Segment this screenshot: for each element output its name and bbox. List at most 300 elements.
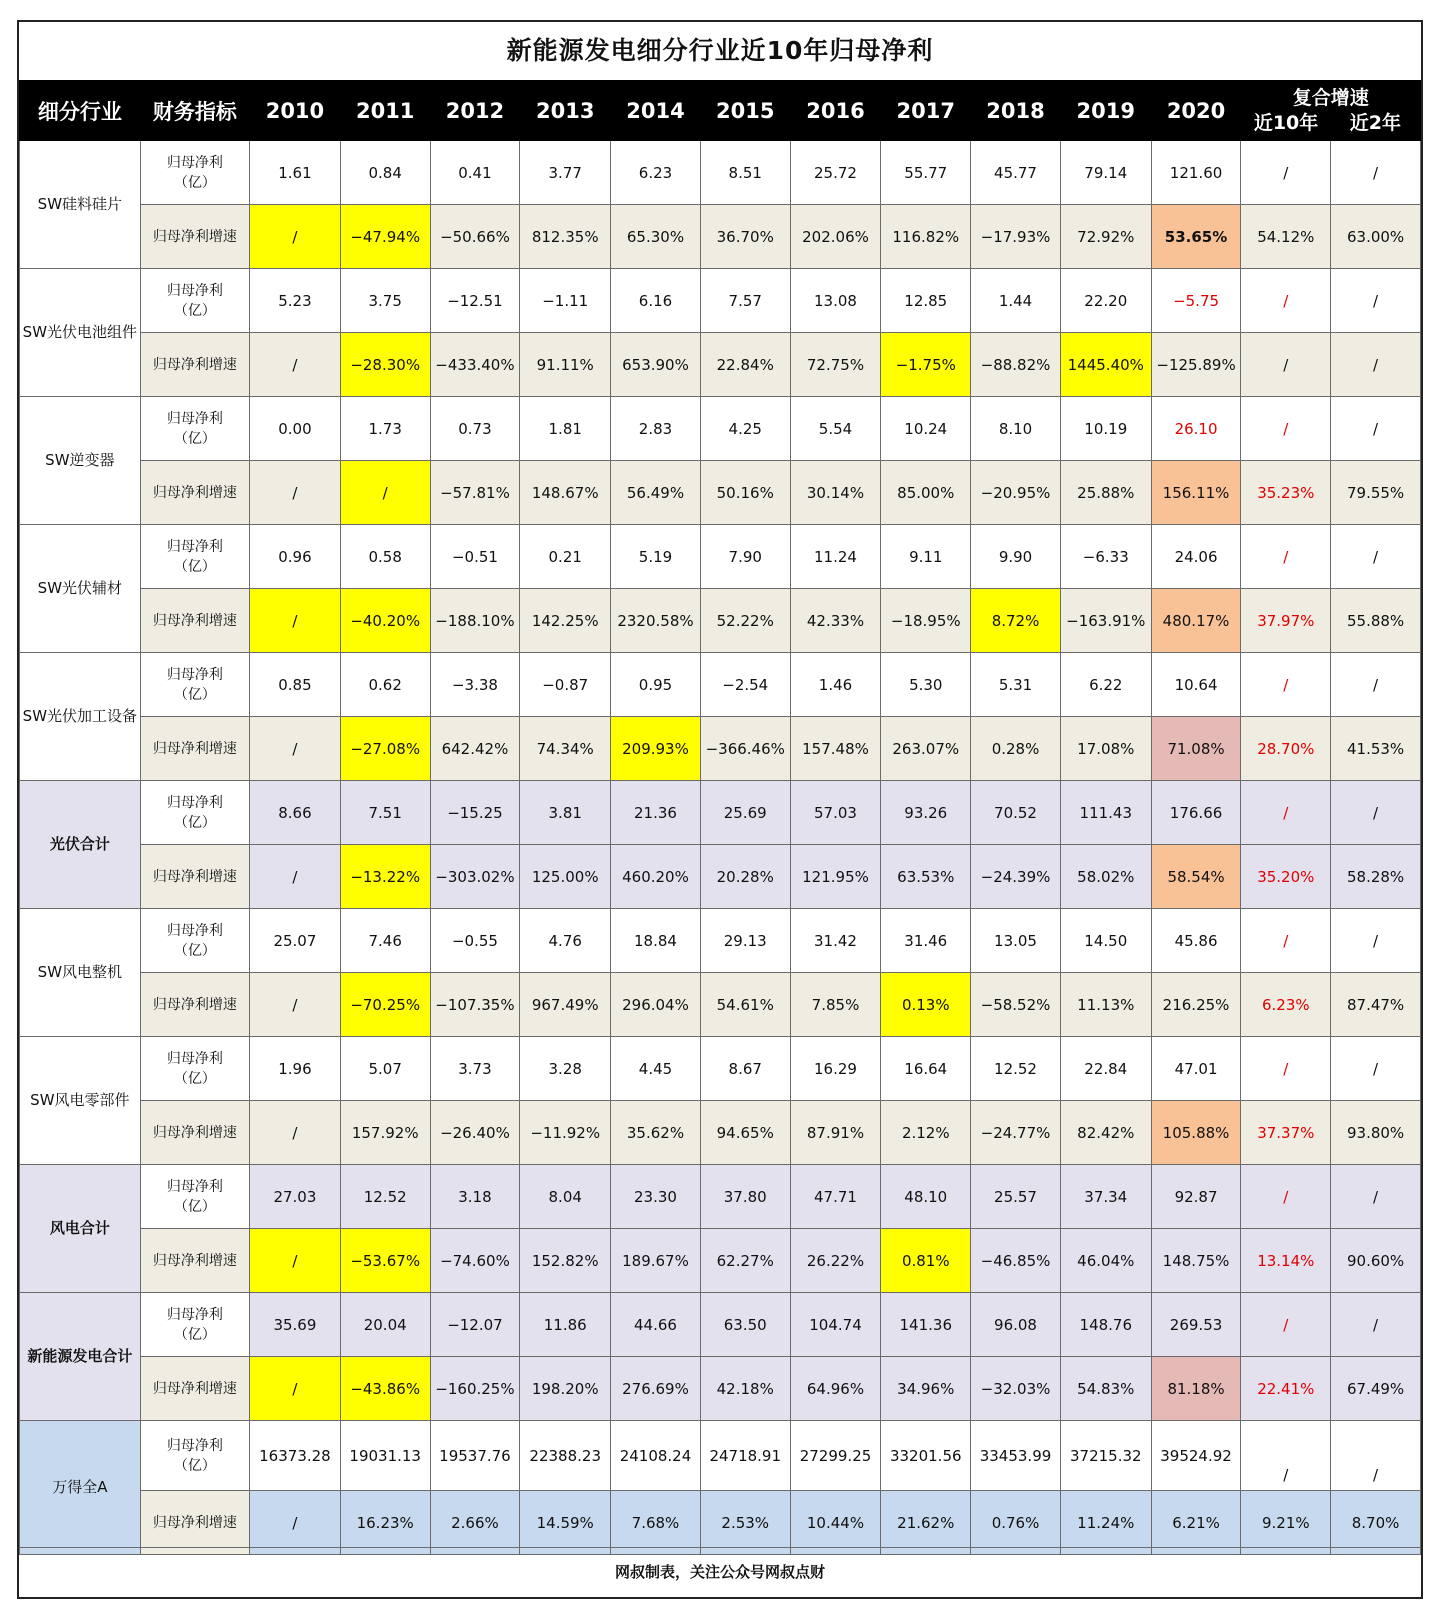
value-cell: 25.72 [790, 141, 881, 205]
value-cell: −24.39% [971, 845, 1061, 909]
header-cagr-title: 复合增速 [1292, 86, 1369, 109]
value-cell: 22.84% [700, 333, 790, 397]
value-cell: 5.30 [881, 653, 971, 717]
value-cell: 17.08% [1060, 717, 1151, 781]
value-cell: 8.67 [700, 1037, 790, 1101]
header-year: 2010 [250, 81, 341, 141]
cagr-10y-cell: 54.12% [1241, 205, 1331, 269]
value-cell: 21.62% [881, 1491, 971, 1555]
value-cell: −163.91% [1060, 589, 1151, 653]
value-cell: 8.10 [971, 397, 1061, 461]
value-cell: 20.04 [340, 1293, 430, 1357]
cagr-2y-cell: / [1331, 141, 1421, 205]
value-cell: 7.57 [700, 269, 790, 333]
value-cell: 54.83% [1060, 1357, 1151, 1421]
value-cell: 22.20 [1060, 269, 1151, 333]
value-cell: 16.29 [790, 1037, 881, 1101]
value-cell: −47.94% [340, 205, 430, 269]
table-row [20, 461, 1421, 525]
header-year: 2014 [611, 81, 701, 141]
header-year: 2020 [1151, 81, 1241, 141]
table-row [20, 1037, 1421, 1101]
value-cell: 72.75% [790, 333, 881, 397]
value-cell: 812.35% [520, 205, 611, 269]
value-cell: 19031.13 [340, 1421, 430, 1491]
value-cell: −32.03% [971, 1357, 1061, 1421]
value-cell: −12.51 [430, 269, 520, 333]
table-body [20, 141, 1421, 1555]
metric-label-growth: 归母净利增速 [140, 589, 249, 653]
value-cell: 26.10 [1151, 397, 1241, 461]
value-cell: 35.69 [250, 1293, 341, 1357]
value-cell: −70.25% [340, 973, 430, 1037]
value-cell: −107.35% [430, 973, 520, 1037]
table-row [20, 1491, 1421, 1555]
value-cell: 8.72% [971, 589, 1061, 653]
value-cell: 121.95% [790, 845, 881, 909]
table-row [20, 1165, 1421, 1229]
value-cell: / [250, 1491, 341, 1555]
header-year: 2018 [971, 81, 1061, 141]
cagr-2y-cell: 63.00% [1331, 205, 1421, 269]
value-cell: 50.16% [700, 461, 790, 525]
value-cell: −0.51 [430, 525, 520, 589]
value-cell: 62.27% [700, 1229, 790, 1293]
value-cell: 0.85 [250, 653, 341, 717]
metric-label-profit [140, 909, 249, 973]
value-cell: 269.53 [1151, 1293, 1241, 1357]
metric-label-profit [140, 781, 249, 845]
cagr-10y-cell: / [1241, 1293, 1331, 1357]
value-cell: 26.22% [790, 1229, 881, 1293]
metric-label-line: 归母净利 [166, 410, 223, 427]
value-cell: 94.65% [700, 1101, 790, 1165]
value-cell: −1.11 [520, 269, 611, 333]
value-cell: −53.67% [340, 1229, 430, 1293]
value-cell: −433.40% [430, 333, 520, 397]
header-metric: 财务指标 [140, 81, 249, 141]
value-cell: −3.38 [430, 653, 520, 717]
value-cell: 0.73 [430, 397, 520, 461]
value-cell: −43.86% [340, 1357, 430, 1421]
cagr-10y-cell: 37.37% [1241, 1101, 1331, 1165]
value-cell: 27.03 [250, 1165, 341, 1229]
value-cell: 7.85% [790, 973, 881, 1037]
cagr-10y-cell: 35.20% [1241, 845, 1331, 909]
value-cell: 967.49% [520, 973, 611, 1037]
cagr-2y-cell: 90.60% [1331, 1229, 1421, 1293]
value-cell: 7.51 [340, 781, 430, 845]
cagr-10y-cell: / [1241, 269, 1331, 333]
value-cell: 57.03 [790, 781, 881, 845]
cagr-2y-cell: / [1331, 333, 1421, 397]
metric-label-line: 归母净利 [166, 1437, 223, 1454]
value-cell: 0.62 [340, 653, 430, 717]
value-cell: 157.48% [790, 717, 881, 781]
value-cell: 52.22% [700, 589, 790, 653]
value-cell: / [250, 717, 341, 781]
value-cell: 0.95 [611, 653, 701, 717]
value-cell: 82.42% [1060, 1101, 1151, 1165]
header-year: 2013 [520, 81, 611, 141]
value-cell: 63.50 [700, 1293, 790, 1357]
metric-label-profit [140, 141, 249, 205]
metric-label-line: 归母净利 [166, 922, 223, 939]
value-cell: 92.87 [1151, 1165, 1241, 1229]
metric-label-growth: 归母净利增速 [140, 1101, 249, 1165]
value-cell: 37215.32 [1060, 1421, 1151, 1491]
profit-table [19, 80, 1421, 1555]
table-row [20, 333, 1421, 397]
value-cell: 33453.99 [971, 1421, 1061, 1491]
cagr-10y-cell: / [1241, 1165, 1331, 1229]
value-cell: 53.65% [1151, 205, 1241, 269]
value-cell: 34.96% [881, 1357, 971, 1421]
table-row [20, 781, 1421, 845]
value-cell: 11.24 [790, 525, 881, 589]
industry-cell: SW光伏辅材 [20, 525, 141, 653]
value-cell: −58.52% [971, 973, 1061, 1037]
value-cell: 4.76 [520, 909, 611, 973]
value-cell: −125.89% [1151, 333, 1241, 397]
metric-label-line: （亿） [173, 174, 216, 191]
cagr-2y-cell: / [1331, 1165, 1421, 1229]
value-cell: 480.17% [1151, 589, 1241, 653]
value-cell: 11.86 [520, 1293, 611, 1357]
value-cell: 148.76 [1060, 1293, 1151, 1357]
metric-label-line: 归母净利 [166, 538, 223, 555]
cagr-10y-cell: / [1241, 525, 1331, 589]
cagr-2y-cell: / [1331, 525, 1421, 589]
value-cell: 8.04 [520, 1165, 611, 1229]
metric-label-profit [140, 653, 249, 717]
value-cell: 152.82% [520, 1229, 611, 1293]
value-cell: 148.75% [1151, 1229, 1241, 1293]
metric-label-growth: 归母净利增速 [140, 461, 249, 525]
metric-label-line: 归母净利 [166, 1306, 223, 1323]
cagr-2y-cell: / [1331, 1421, 1421, 1491]
value-cell: 24108.24 [611, 1421, 701, 1491]
value-cell: 2.66% [430, 1491, 520, 1555]
value-cell: −57.81% [430, 461, 520, 525]
header-year: 2019 [1060, 81, 1151, 141]
industry-cell: SW风电整机 [20, 909, 141, 1037]
value-cell: 4.25 [700, 397, 790, 461]
value-cell: 116.82% [881, 205, 971, 269]
table-row [20, 653, 1421, 717]
header-year: 2015 [700, 81, 790, 141]
table-row [20, 973, 1421, 1037]
value-cell: 81.18% [1151, 1357, 1241, 1421]
value-cell: 65.30% [611, 205, 701, 269]
header-cagr [1241, 81, 1421, 141]
value-cell: 14.59% [520, 1491, 611, 1555]
value-cell: 11.24% [1060, 1491, 1151, 1555]
value-cell: 2.12% [881, 1101, 971, 1165]
value-cell: 653.90% [611, 333, 701, 397]
cagr-10y-cell: / [1241, 1421, 1331, 1491]
value-cell: 0.81% [881, 1229, 971, 1293]
value-cell: 8.51 [700, 141, 790, 205]
value-cell: −40.20% [340, 589, 430, 653]
value-cell: 24718.91 [700, 1421, 790, 1491]
value-cell: −18.95% [881, 589, 971, 653]
value-cell: −0.87 [520, 653, 611, 717]
metric-label-line: 归母净利 [166, 1178, 223, 1195]
value-cell: −50.66% [430, 205, 520, 269]
value-cell: 16.64 [881, 1037, 971, 1101]
value-cell: 10.24 [881, 397, 971, 461]
value-cell: 9.90 [971, 525, 1061, 589]
value-cell: 2.83 [611, 397, 701, 461]
value-cell: −26.40% [430, 1101, 520, 1165]
table-row [20, 1101, 1421, 1165]
value-cell: 1.46 [790, 653, 881, 717]
value-cell: / [250, 1101, 341, 1165]
metric-label-growth: 归母净利增速 [140, 973, 249, 1037]
table-row [20, 1293, 1421, 1357]
industry-cell: 新能源发电合计 [20, 1293, 141, 1421]
value-cell: 47.71 [790, 1165, 881, 1229]
value-cell: 642.42% [430, 717, 520, 781]
metric-label-line: （亿） [173, 1198, 216, 1215]
value-cell: 55.77 [881, 141, 971, 205]
value-cell: 93.26 [881, 781, 971, 845]
metric-label-growth: 归母净利增速 [140, 717, 249, 781]
value-cell: 87.91% [790, 1101, 881, 1165]
cagr-10y-cell: / [1241, 1037, 1331, 1101]
value-cell: 6.21% [1151, 1491, 1241, 1555]
value-cell: / [250, 205, 341, 269]
cagr-10y-cell: / [1241, 909, 1331, 973]
value-cell: −12.07 [430, 1293, 520, 1357]
value-cell: / [250, 589, 341, 653]
value-cell: 10.64 [1151, 653, 1241, 717]
cagr-10y-cell: 28.70% [1241, 717, 1331, 781]
value-cell: −5.75 [1151, 269, 1241, 333]
header-year: 2016 [790, 81, 881, 141]
value-cell: 0.84 [340, 141, 430, 205]
metric-label-line: （亿） [173, 1070, 216, 1087]
cagr-2y-cell: / [1331, 269, 1421, 333]
value-cell: 296.04% [611, 973, 701, 1037]
cagr-10y-cell: / [1241, 141, 1331, 205]
table-row [20, 845, 1421, 909]
value-cell: 33201.56 [881, 1421, 971, 1491]
metric-label-growth: 归母净利增速 [140, 1229, 249, 1293]
cagr-2y-cell: / [1331, 781, 1421, 845]
value-cell: 141.36 [881, 1293, 971, 1357]
value-cell: 36.70% [700, 205, 790, 269]
value-cell: 22.84 [1060, 1037, 1151, 1101]
value-cell: 9.11 [881, 525, 971, 589]
value-cell: −2.54 [700, 653, 790, 717]
value-cell: 25.57 [971, 1165, 1061, 1229]
value-cell: 209.93% [611, 717, 701, 781]
cagr-2y-cell: / [1331, 653, 1421, 717]
value-cell: −74.60% [430, 1229, 520, 1293]
value-cell: −188.10% [430, 589, 520, 653]
header-cagr-2y: 近2年 [1349, 111, 1401, 134]
metric-label-line: 归母净利 [166, 666, 223, 683]
value-cell: 148.67% [520, 461, 611, 525]
cagr-2y-cell: 41.53% [1331, 717, 1421, 781]
cagr-2y-cell: 93.80% [1331, 1101, 1421, 1165]
value-cell: 56.49% [611, 461, 701, 525]
value-cell: 3.77 [520, 141, 611, 205]
table-row [20, 525, 1421, 589]
value-cell: 0.21 [520, 525, 611, 589]
value-cell: 3.73 [430, 1037, 520, 1101]
value-cell: 47.01 [1151, 1037, 1241, 1101]
header-year: 2012 [430, 81, 520, 141]
header-year: 2011 [340, 81, 430, 141]
value-cell: 25.88% [1060, 461, 1151, 525]
value-cell: −15.25 [430, 781, 520, 845]
value-cell: 460.20% [611, 845, 701, 909]
value-cell: 31.42 [790, 909, 881, 973]
table-row [20, 1357, 1421, 1421]
header-cagr-10y: 近10年 [1253, 111, 1319, 134]
industry-cell: SW风电零部件 [20, 1037, 141, 1165]
value-cell: 10.19 [1060, 397, 1151, 461]
value-cell: 45.77 [971, 141, 1061, 205]
value-cell: −11.92% [520, 1101, 611, 1165]
value-cell: 14.50 [1060, 909, 1151, 973]
metric-label-line: （亿） [173, 302, 216, 319]
value-cell: 5.19 [611, 525, 701, 589]
value-cell: 5.07 [340, 1037, 430, 1101]
cagr-10y-cell: / [1241, 781, 1331, 845]
value-cell: 42.33% [790, 589, 881, 653]
industry-cell: SW硅料硅片 [20, 141, 141, 269]
value-cell: −46.85% [971, 1229, 1061, 1293]
value-cell: 3.75 [340, 269, 430, 333]
metric-label-profit [140, 1421, 249, 1491]
metric-label-profit [140, 269, 249, 333]
value-cell: −24.77% [971, 1101, 1061, 1165]
metric-label-line: （亿） [173, 558, 216, 575]
metric-label-line: （亿） [173, 1326, 216, 1343]
table-row [20, 589, 1421, 653]
value-cell: / [250, 845, 341, 909]
value-cell: 111.43 [1060, 781, 1151, 845]
value-cell: 58.02% [1060, 845, 1151, 909]
metric-label-line: 归母净利 [166, 794, 223, 811]
header-row [20, 81, 1421, 141]
value-cell: 3.28 [520, 1037, 611, 1101]
metric-label-line: 归母净利 [166, 1050, 223, 1067]
value-cell: 91.11% [520, 333, 611, 397]
table-row [20, 141, 1421, 205]
value-cell: 48.10 [881, 1165, 971, 1229]
value-cell: 18.84 [611, 909, 701, 973]
metric-label-line: （亿） [173, 814, 216, 831]
metric-label-profit [140, 525, 249, 589]
value-cell: 85.00% [881, 461, 971, 525]
cagr-10y-cell: 35.23% [1241, 461, 1331, 525]
value-cell: 105.88% [1151, 1101, 1241, 1165]
value-cell: 30.14% [790, 461, 881, 525]
value-cell: −17.93% [971, 205, 1061, 269]
cagr-2y-cell: / [1331, 909, 1421, 973]
value-cell: 156.11% [1151, 461, 1241, 525]
metric-label-line: 归母净利 [166, 154, 223, 171]
value-cell: 263.07% [881, 717, 971, 781]
value-cell: 1.81 [520, 397, 611, 461]
value-cell: 7.90 [700, 525, 790, 589]
value-cell: 276.69% [611, 1357, 701, 1421]
value-cell: 8.66 [250, 781, 341, 845]
value-cell: −6.33 [1060, 525, 1151, 589]
value-cell: 176.66 [1151, 781, 1241, 845]
value-cell: −88.82% [971, 333, 1061, 397]
value-cell: −13.22% [340, 845, 430, 909]
value-cell: 6.22 [1060, 653, 1151, 717]
value-cell: 12.52 [971, 1037, 1061, 1101]
value-cell: −0.55 [430, 909, 520, 973]
cagr-10y-cell: 37.97% [1241, 589, 1331, 653]
value-cell: 5.23 [250, 269, 341, 333]
value-cell: −1.75% [881, 333, 971, 397]
table-row [20, 717, 1421, 781]
header-year: 2017 [881, 81, 971, 141]
value-cell: 6.16 [611, 269, 701, 333]
value-cell: 202.06% [790, 205, 881, 269]
table-row [20, 1421, 1421, 1491]
industry-cell: SW光伏加工设备 [20, 653, 141, 781]
value-cell: 1.73 [340, 397, 430, 461]
value-cell: 20.28% [700, 845, 790, 909]
value-cell: / [340, 461, 430, 525]
table-frame [17, 20, 1423, 1599]
value-cell: 0.76% [971, 1491, 1061, 1555]
value-cell: 6.23 [611, 141, 701, 205]
value-cell: −366.46% [700, 717, 790, 781]
value-cell: 96.08 [971, 1293, 1061, 1357]
value-cell: 189.67% [611, 1229, 701, 1293]
value-cell: 10.44% [790, 1491, 881, 1555]
value-cell: 42.18% [700, 1357, 790, 1421]
cagr-2y-cell: 87.47% [1331, 973, 1421, 1037]
value-cell: 13.08 [790, 269, 881, 333]
cagr-10y-cell: 9.21% [1241, 1491, 1331, 1555]
value-cell: 2.53% [700, 1491, 790, 1555]
value-cell: −303.02% [430, 845, 520, 909]
value-cell: 29.13 [700, 909, 790, 973]
value-cell: 0.13% [881, 973, 971, 1037]
value-cell: 25.69 [700, 781, 790, 845]
value-cell: / [250, 1357, 341, 1421]
value-cell: 79.14 [1060, 141, 1151, 205]
metric-label-growth: 归母净利增速 [140, 333, 249, 397]
value-cell: 2320.58% [611, 589, 701, 653]
table-row [20, 1229, 1421, 1293]
cagr-2y-cell: 8.70% [1331, 1491, 1421, 1555]
cagr-2y-cell: 55.88% [1331, 589, 1421, 653]
value-cell: 125.00% [520, 845, 611, 909]
value-cell: 39524.92 [1151, 1421, 1241, 1491]
metric-label-profit [140, 1165, 249, 1229]
metric-label-growth: 归母净利增速 [140, 845, 249, 909]
metric-label-line: （亿） [173, 686, 216, 703]
value-cell: 27299.25 [790, 1421, 881, 1491]
value-cell: 71.08% [1151, 717, 1241, 781]
value-cell: 54.61% [700, 973, 790, 1037]
value-cell: 24.06 [1151, 525, 1241, 589]
cagr-10y-cell: / [1241, 333, 1331, 397]
metric-label-profit [140, 1037, 249, 1101]
